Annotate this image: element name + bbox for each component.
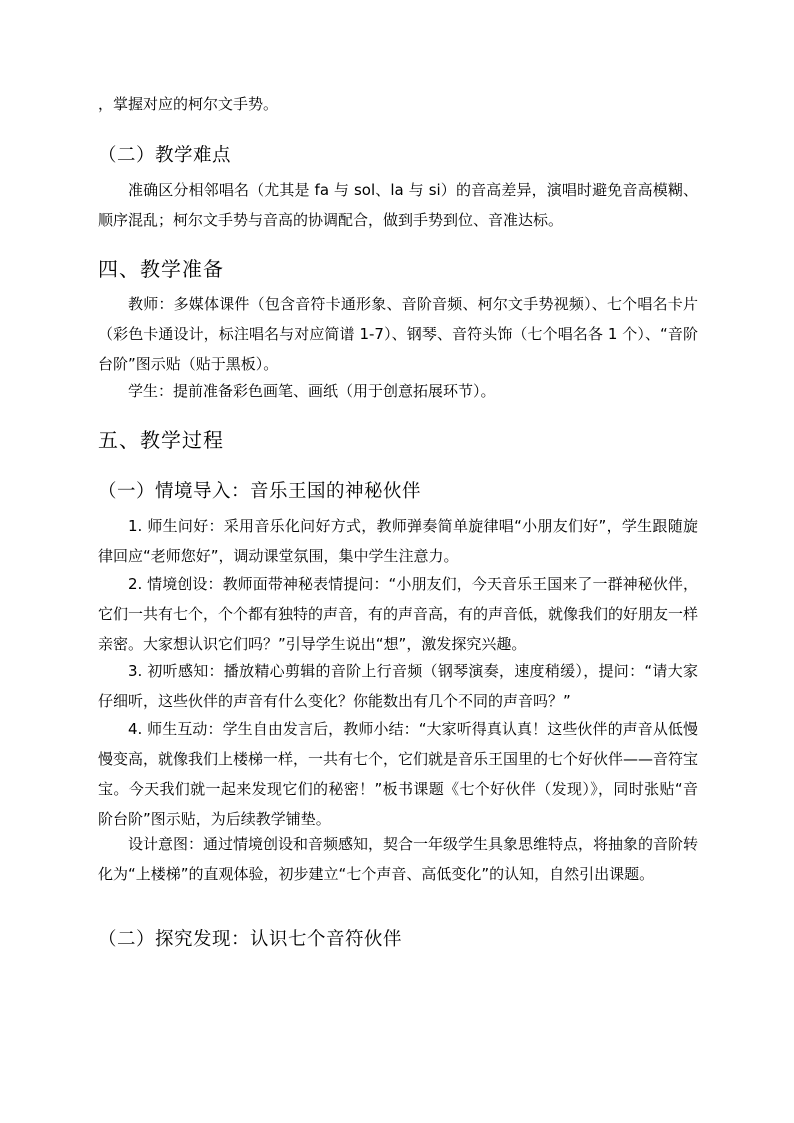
paragraph-difficulty: 准确区分相邻唱名（尤其是 fa 与 sol、la 与 si）的音高差异，演唱时避免音高模糊、顺序混乱；柯尔文手势与音高的协调配合，做到手势到位、音准达标。 <box>98 181 698 229</box>
paragraph-teacher-prep: 教师：多媒体课件（包含音符卡通形象、音阶音频、柯尔文手势视频）、七个唱名卡片（彩色卡通设计，标注唱名与对应简谱 1-7）、钢琴、音符头饰（七个唱名各 1 个）、“音阶台阶”图示贴（贴于黑板）。 <box>98 295 698 373</box>
heading-explore-discover: （二）探究发现：认识七个音符伙伴 <box>98 929 403 950</box>
heading-teaching-difficulty: （二）教学难点 <box>98 145 232 166</box>
paragraph-step-3: 3. 初听感知：播放精心剪辑的音阶上行音频（钢琴演奏，速度稍缓），提问：“请大家仔细听，这些伙伴的声音有什么变化？你能数出有几个不同的声音吗？” <box>98 662 698 710</box>
paragraph-continuation: ，掌握对应的柯尔文手势。 <box>98 95 279 113</box>
heading-situation-intro: （一）情境导入：音乐王国的神秘伙伴 <box>98 481 422 502</box>
heading-teaching-process: 五、教学过程 <box>98 428 224 452</box>
paragraph-step-2: 2. 情境创设：教师面带神秘表情提问：“小朋友们，今天音乐王国来了一群神秘伙伴，它们一共有七个，个个都有独特的声音，有的声音高，有的声音低，就像我们的好朋友一样亲密。大家想认识它们吗？”引导学生说出“想”，激发探究兴趣。 <box>98 575 699 653</box>
paragraph-step-4: 4. 师生互动：学生自由发言后，教师小结：“大家听得真认真！这些伙伴的声音从低慢慢变高，就像我们上楼梯一样，一共有七个，它们就是音乐王国里的七个好伙伴——音符宝宝。今天我们就一起来发现它们的秘密！”板书课题《七个好伙伴（发现）》，同时张贴“音阶台阶”图示贴，为后续教学铺垫。 <box>98 720 699 828</box>
paragraph-student-prep: 学生：提前准备彩色画笔、画纸（用于创意拓展环节）。 <box>128 382 496 400</box>
paragraph-design-intent: 设计意图：通过情境创设和音频感知，契合一年级学生具象思维特点，将抽象的音阶转化为“上楼梯”的直观体验，初步建立“七个声音、高低变化”的认知，自然引出课题。 <box>98 835 699 883</box>
heading-teaching-preparation: 四、教学准备 <box>98 257 224 281</box>
paragraph-step-1: 1. 师生问好：采用音乐化问好方式，教师弹奏简单旋律唱“小朋友们好”，学生跟随旋律回应“老师您好”，调动课堂氛围，集中学生注意力。 <box>98 517 698 565</box>
